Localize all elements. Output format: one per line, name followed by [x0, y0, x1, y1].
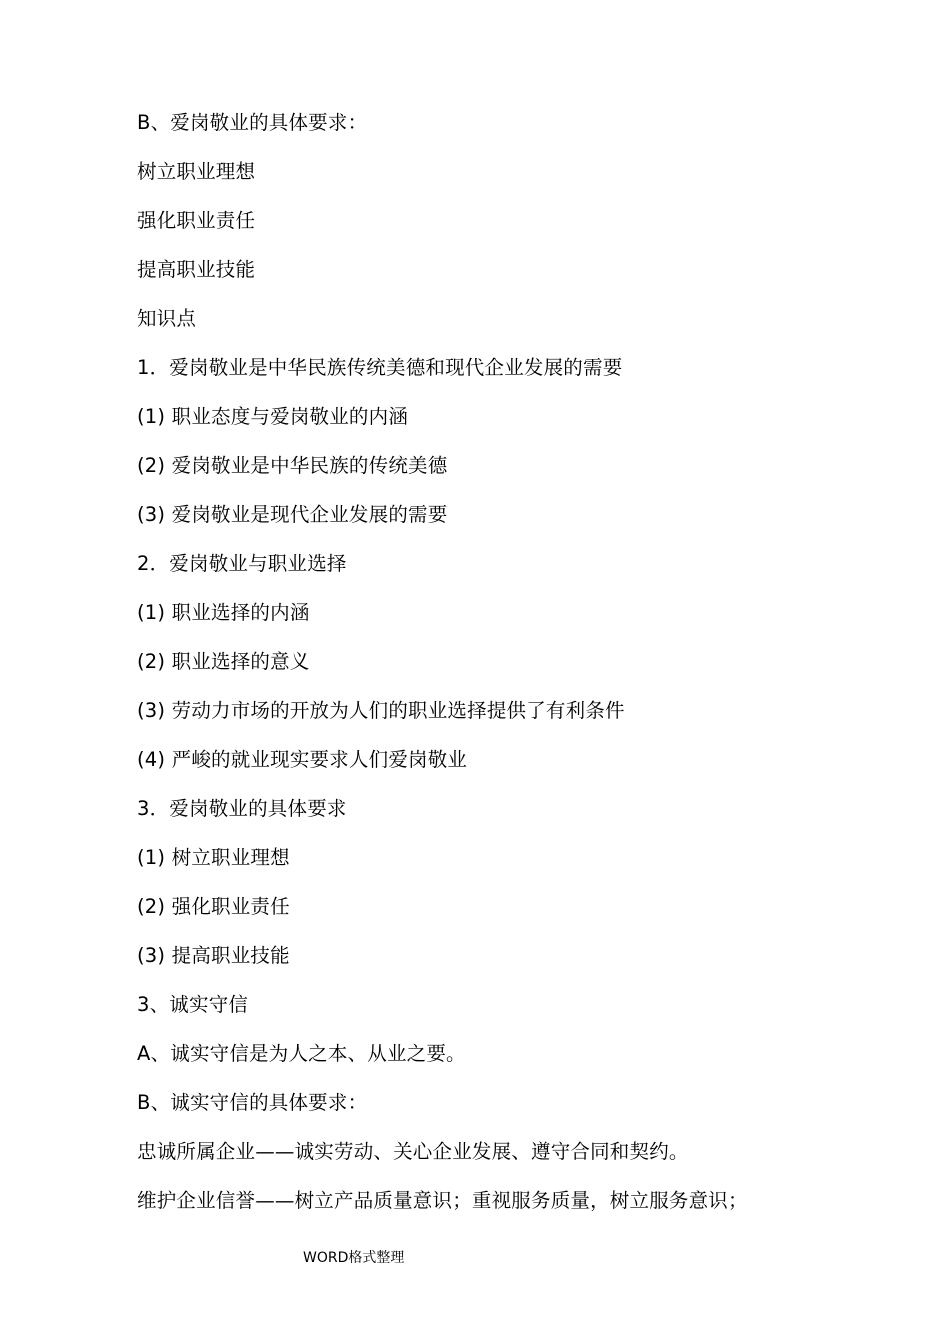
text-line: (2) 职业选择的意义 [137, 650, 310, 673]
text-line: 树立职业理想 [137, 160, 256, 183]
text-line: (3) 劳动力市场的开放为人们的职业选择提供了有利条件 [137, 699, 625, 722]
text-line: 维护企业信誉——树立产品质量意识；重视服务质量，树立服务意识； [137, 1189, 748, 1212]
document-body [137, 110, 917, 1237]
text-line: (1) 树立职业理想 [137, 846, 290, 869]
page-footer: WORD格式整理 [303, 1250, 405, 1266]
text-line: (1) 职业选择的内涵 [137, 601, 310, 624]
text-line: (2) 强化职业责任 [137, 895, 290, 918]
text-line: (3) 提高职业技能 [137, 944, 290, 967]
text-line: 2．爱岗敬业与职业选择 [137, 552, 347, 575]
text-line: (1) 职业态度与爱岗敬业的内涵 [137, 405, 409, 428]
text-line: (4) 严峻的就业现实要求人们爱岗敬业 [137, 748, 468, 771]
text-line: B、诚实守信的具体要求： [137, 1091, 368, 1114]
section-heading: 知识点 [137, 307, 197, 330]
text-line: 3、诚实守信 [137, 993, 249, 1016]
text-line: A、诚实守信是为人之本、从业之要。 [137, 1042, 466, 1065]
text-line: (3) 爱岗敬业是现代企业发展的需要 [137, 503, 448, 526]
text-line: 1．爱岗敬业是中华民族传统美德和现代企业发展的需要 [137, 356, 623, 379]
text-line: (2) 爱岗敬业是中华民族的传统美德 [137, 454, 448, 477]
text-line: 忠诚所属企业——诚实劳动、关心企业发展、遵守合同和契约。 [137, 1140, 689, 1163]
text-line: 提高职业技能 [137, 258, 256, 281]
text-line: 强化职业责任 [137, 209, 256, 232]
text-line: B、爱岗敬业的具体要求： [137, 111, 368, 134]
text-line: 3．爱岗敬业的具体要求 [137, 797, 347, 820]
